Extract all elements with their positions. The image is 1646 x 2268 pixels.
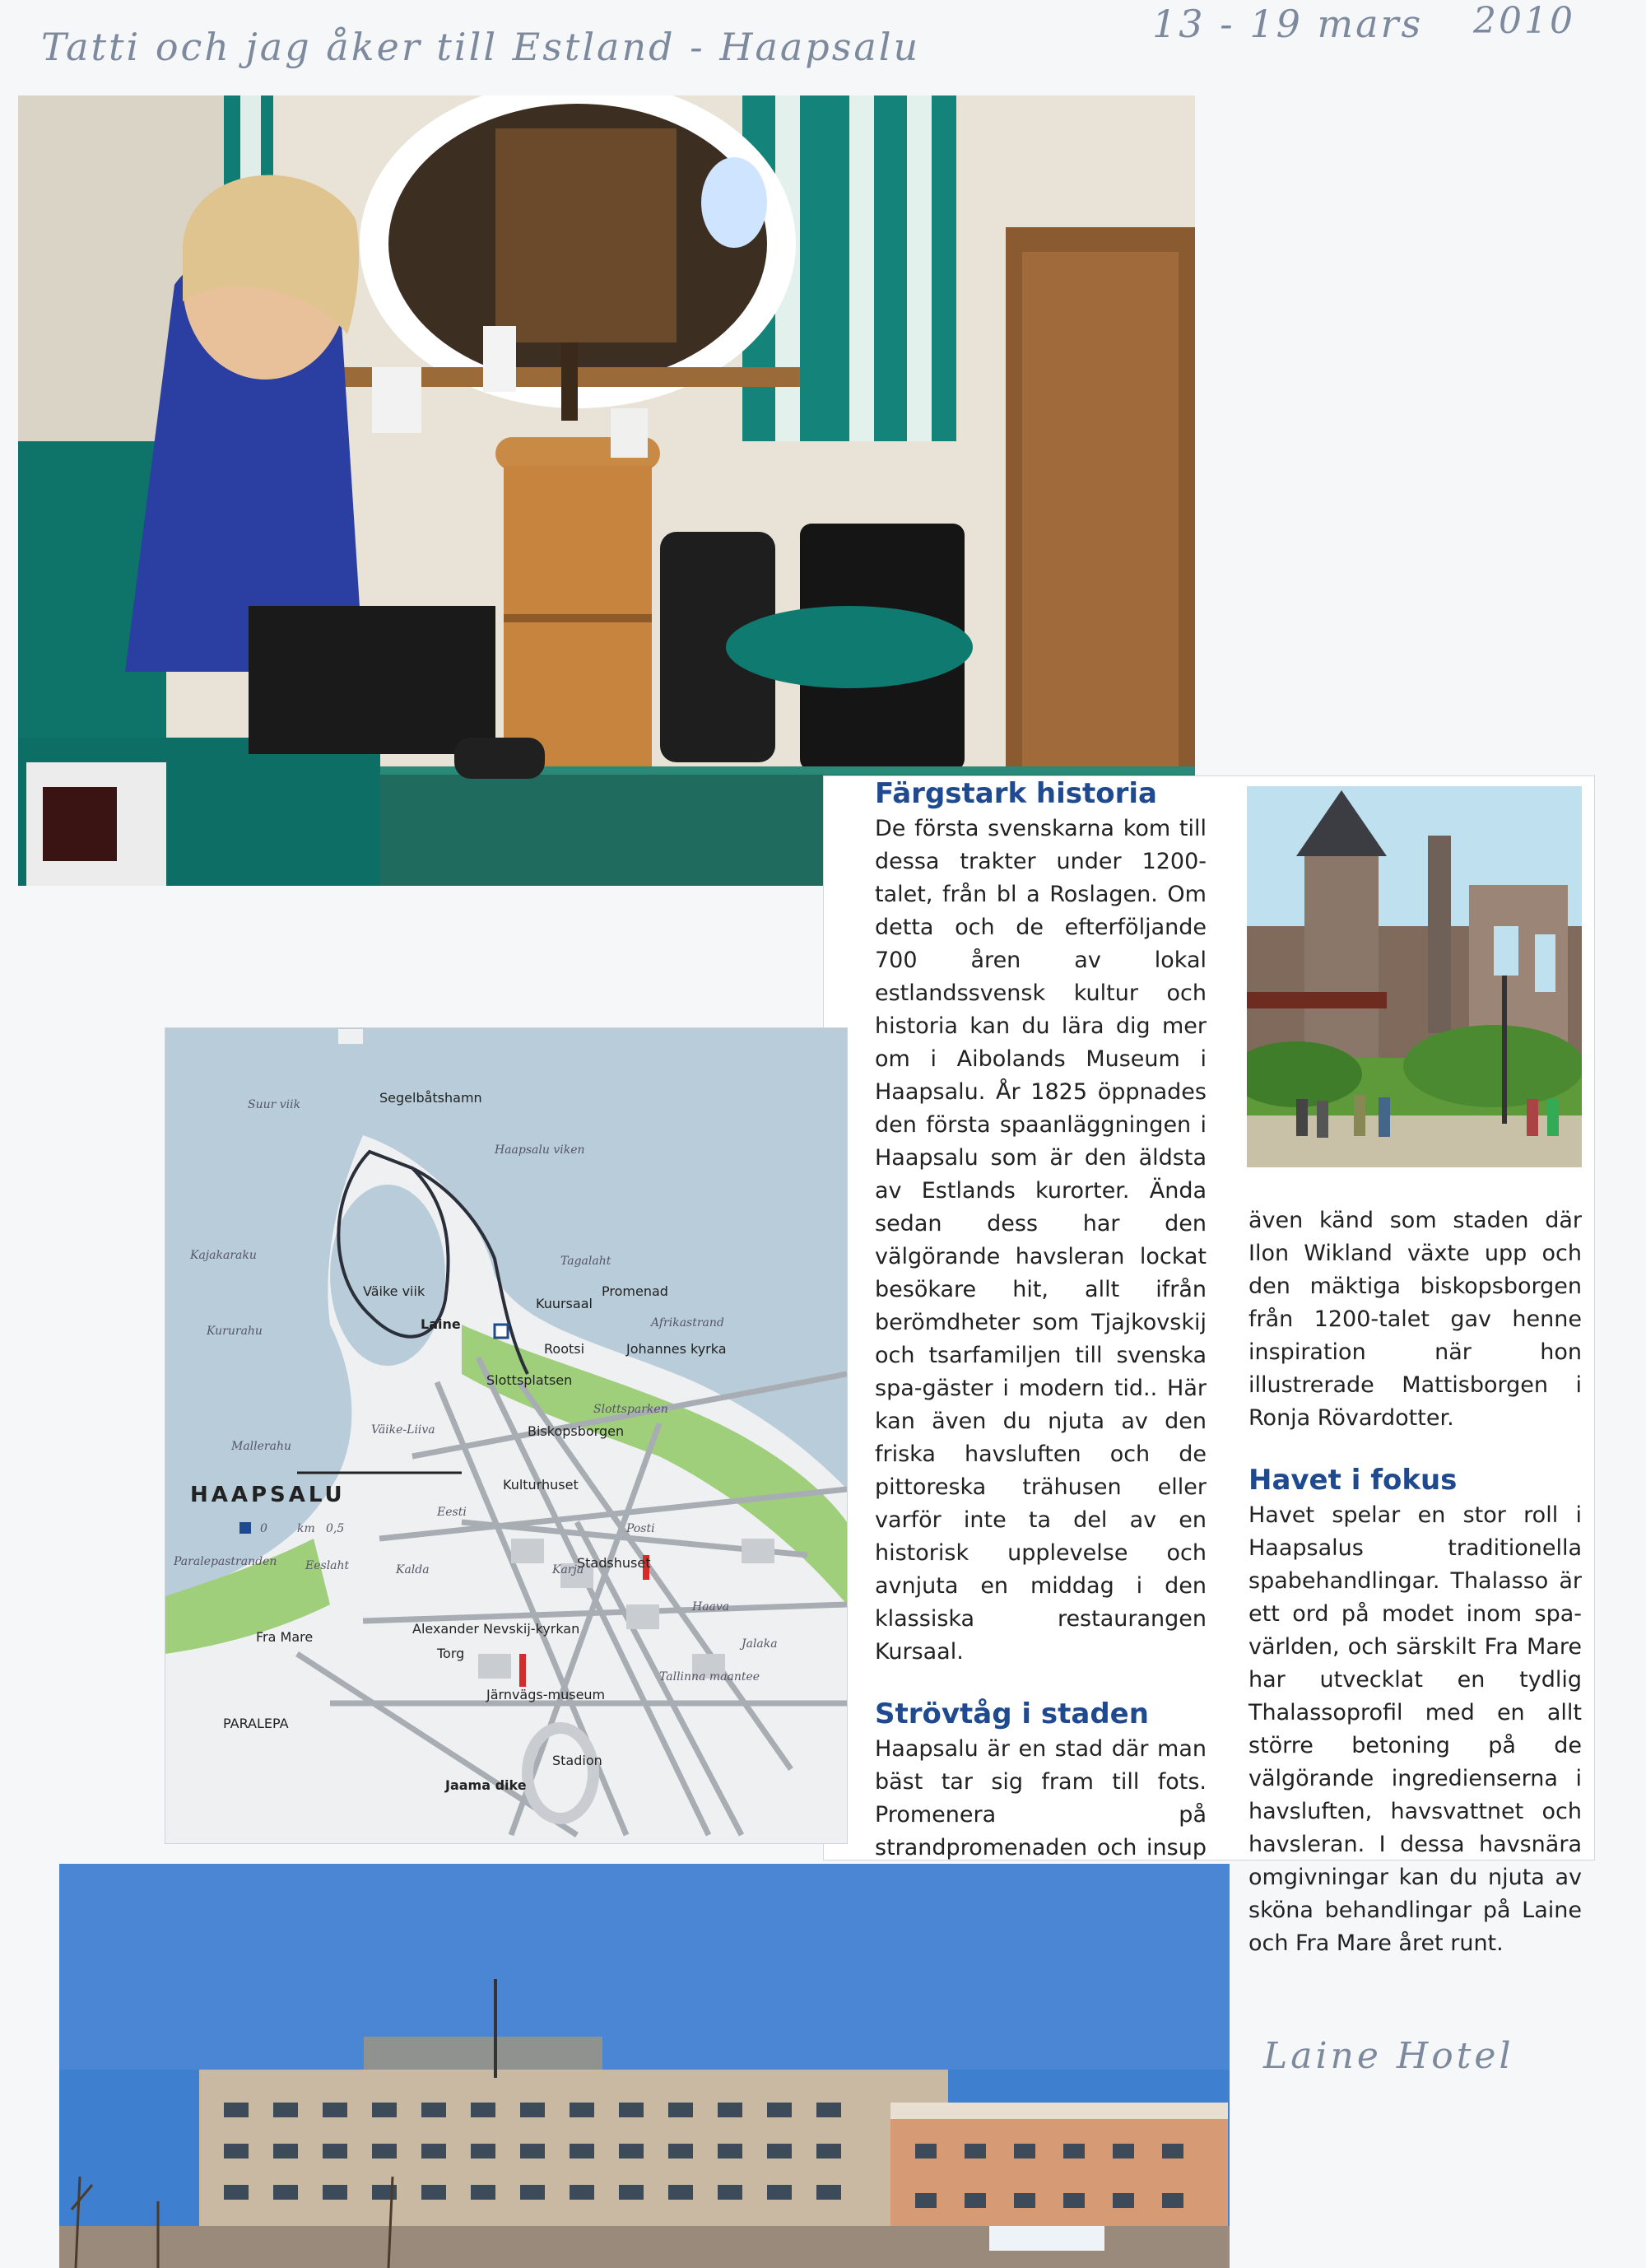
map-label-jalaka: Jalaka (742, 1637, 778, 1651)
map-title: HAAPSALU (190, 1483, 346, 1507)
castle-photo (1247, 786, 1582, 1167)
map-label-laine: Laine (421, 1316, 461, 1332)
map-label-johannes-kyrka: Johannes kyrka (626, 1341, 727, 1357)
map-label-kulturhuset: Kulturhuset (503, 1477, 579, 1493)
map-label-haapsalu-viken: Haapsalu viken (495, 1143, 585, 1157)
heading-strovtag: Strövtåg i staden (875, 1698, 1149, 1730)
paragraph-history: De första svenskarna kom till dessa trakter under 1200-talet, från bl a Roslagen. Om detta och de efterföljande 700 åren av lokal estlandssvensk kultur och historia kan du lära dig mer om i Aibolands Museum i Haapsalu. År 1825 öppnades den första spaanläggningen i Haapsalu som är den äldsta av Estlands kurorter. Ända sedan dess har den välgörande havsleran lockat besökare hit, allt ifrån berömdheter som Tjajkovskij och tsarfamiljen till svenska spa-gäster i modern tid.. Här kan även du njuta av den friska havsluften och de pittoreska trähusen eller varför inte ta del av en historisk upplevelse och avnjuta en middag i den klassiska restaurangen Kursaal. (875, 816, 1207, 1665)
article-column-2 (1248, 1204, 1582, 1960)
map-label-paralepa: PARALEPA (223, 1716, 289, 1731)
map-label-fra-mare: Fra Mare (256, 1629, 314, 1645)
map-scale-half: 0,5 (326, 1522, 345, 1535)
map-label-haava: Haava (692, 1600, 730, 1614)
handwritten-year: 2010 (1473, 0, 1575, 42)
handwritten-caption-laine-hotel: Laine Hotel (1263, 2035, 1514, 2077)
haapsalu-map (165, 1027, 848, 1844)
laine-hotel-photo (59, 1864, 1230, 2268)
map-label-eesti: Eesti (437, 1506, 467, 1519)
map-label-segelbatshamn: Segelbåtshamn (379, 1090, 482, 1106)
map-label-stadshuset: Stadshuset (577, 1555, 651, 1571)
heading-fargstark-historia: Färgstark historia (875, 777, 1158, 810)
map-label-alexander: Alexander Nevskij-kyrkan (412, 1621, 580, 1637)
map-label-kururahu: Kururahu (207, 1325, 263, 1338)
handwritten-title: Tatti och jag åker till Estland - Haapsalu (41, 25, 921, 69)
map-label-kajakaraku: Kajakaraku (190, 1249, 257, 1262)
map-label-kuursaal: Kuursaal (536, 1296, 593, 1311)
map-label-eeslaht: Eeslaht (305, 1559, 350, 1572)
map-label-slottsparken: Slottsparken (593, 1403, 668, 1416)
map-label-suur-viik: Suur viik (248, 1098, 301, 1111)
handwritten-dates: 13 - 19 mars (1152, 2, 1424, 46)
paragraph-havet: Havet spelar en stor roll i Haapsalus traditionella spabehandlingar. Thalasso är ett ord på modet inom spa-världen, och särskilt Fra Mare har utvecklat en tydlig Thalassoprofil med en allt större betoning på de välgörande ingredienserna i havsluften, havsvattnet och havsleran. I dessa havsnära omgivningar kan du njuta av sköna behandlingar på Laine och Fra Mare året runt. (1248, 1502, 1582, 1956)
map-scale-zero: 0 (260, 1522, 267, 1535)
map-label-karja: Karja (552, 1563, 584, 1576)
map-label-torg: Torg (437, 1646, 465, 1661)
heading-havet-i-fokus: Havet i fokus (1248, 1464, 1458, 1497)
map-label-jaama-dike: Jaama dike (445, 1777, 527, 1793)
map-label-afrikastrand: Afrikastrand (651, 1316, 724, 1330)
map-label-rootsi: Rootsi (544, 1341, 585, 1357)
map-label-jarnvags: Järnvägs-museum (486, 1687, 606, 1702)
map-label-biskopsborgen: Biskopsborgen (528, 1423, 625, 1439)
map-label-tallinna: Tallinna maantee (659, 1670, 760, 1684)
paragraph-strovtag: Haapsalu är en stad där man bäst tar sig fram till fots. Promenera på strandpromenaden och insup (875, 1736, 1207, 1861)
paragraph-ilon-wikland: även känd som staden där Ilon Wikland växte upp och den mäktiga biskopsborgen från 1200-talet gav henne inspiration när hon illustrerade Mattisborgen i Ronja Rövardotter. (1248, 1208, 1582, 1431)
ferry-cabin-photo (18, 95, 1195, 886)
map-label-promenad: Promenad (602, 1283, 668, 1299)
map-label-vaike-viik: Väike viik (363, 1283, 425, 1299)
map-label-stadion: Stadion (552, 1753, 602, 1768)
map-label-vaike-liiva: Väike-Liiva (371, 1423, 435, 1437)
map-label-paralepastranden: Paralepastranden (174, 1555, 277, 1568)
map-label-slottsplatsen: Slottsplatsen (486, 1372, 573, 1388)
map-label-posti: Posti (626, 1522, 655, 1535)
map-scale-unit: km (297, 1522, 315, 1535)
map-label-tagalaht: Tagalaht (560, 1255, 611, 1268)
map-label-mallerahu: Mallerahu (231, 1440, 291, 1453)
map-label-kalda: Kalda (396, 1563, 430, 1576)
